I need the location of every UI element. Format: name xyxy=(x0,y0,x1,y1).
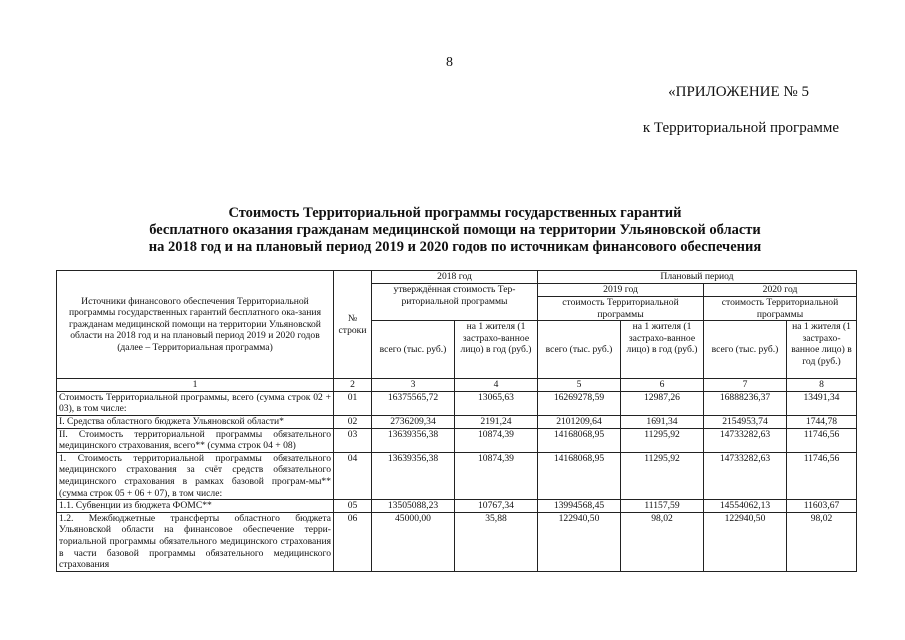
row-number: 03 xyxy=(334,428,372,452)
column-number: 6 xyxy=(621,379,704,392)
value-total: 16888236,37 xyxy=(704,391,787,415)
value-per-capita: 11603,67 xyxy=(787,500,857,513)
document-title xyxy=(110,205,800,256)
column-number: 7 xyxy=(704,379,787,392)
value-per-capita: 98,02 xyxy=(621,512,704,571)
value-total: 13505088,23 xyxy=(372,500,455,513)
header-per-capita-2018: на 1 жителя (1 застрахо-ванное лицо) в год (руб.) xyxy=(455,321,538,379)
header-per-capita-2020: на 1 жителя (1 застрахо-ванное лицо) в год (руб.) xyxy=(787,321,857,379)
column-number: 8 xyxy=(787,379,857,392)
value-total: 14168068,95 xyxy=(538,452,621,499)
row-number: 06 xyxy=(334,512,372,571)
value-per-capita: 1744,78 xyxy=(787,415,857,428)
value-total: 14733282,63 xyxy=(704,428,787,452)
header-year-2018: 2018 год xyxy=(372,271,538,284)
table-row xyxy=(57,415,857,428)
value-total: 14733282,63 xyxy=(704,452,787,499)
value-total: 13639356,38 xyxy=(372,428,455,452)
row-source-name: 1. Стоимость территориальной программы обязательного медицинского страхования за счёт средств обязательного медицинского страхования в рамках базовой програм-мы** (сумма строк 05 + 06 + 07), в том числе: xyxy=(57,452,334,499)
table-row xyxy=(57,452,857,499)
header-total-2019: всего (тыс. руб.) xyxy=(538,321,621,379)
column-number: 2 xyxy=(334,379,372,392)
header-year-2020: 2020 год xyxy=(704,284,857,297)
column-number: 4 xyxy=(455,379,538,392)
appendix-heading: «ПРИЛОЖЕНИЕ № 5 xyxy=(668,84,809,100)
appendix-subheading: к Территориальной программе xyxy=(642,120,839,136)
value-per-capita: 98,02 xyxy=(787,512,857,571)
value-per-capita: 10874,39 xyxy=(455,428,538,452)
value-total: 122940,50 xyxy=(538,512,621,571)
value-total: 13994568,45 xyxy=(538,500,621,513)
row-number: 04 xyxy=(334,452,372,499)
value-per-capita: 35,88 xyxy=(455,512,538,571)
value-per-capita: 13491,34 xyxy=(787,391,857,415)
table-body xyxy=(57,391,857,571)
title-line: Стоимость Территориальной программы государственных гарантий xyxy=(228,205,682,221)
row-number: 02 xyxy=(334,415,372,428)
value-per-capita: 11746,56 xyxy=(787,452,857,499)
value-total: 14168068,95 xyxy=(538,428,621,452)
value-total: 122940,50 xyxy=(704,512,787,571)
header-per-capita-2019: на 1 жителя (1 застрахо-ванное лицо) в год (руб.) xyxy=(621,321,704,379)
row-source-name: 1.1. Субвенции из бюджета ФОМС** xyxy=(57,500,334,513)
value-per-capita: 1691,34 xyxy=(621,415,704,428)
value-total: 2736209,34 xyxy=(372,415,455,428)
page-number: 8 xyxy=(446,55,453,70)
row-number: 05 xyxy=(334,500,372,513)
row-number: 01 xyxy=(334,391,372,415)
header-cost-2019: стоимость Территориальной программы xyxy=(538,297,704,321)
row-source-name: 1.2. Межбюджетные трансферты областного бюджета Ульяновской области на финансовое обеспечение терри-ториальной программы обязательного медицинского страхования в части базовой программы обязательного медицинского страхования xyxy=(57,512,334,571)
header-cost-2020: стоимость Территориальной программы xyxy=(704,297,857,321)
column-number: 3 xyxy=(372,379,455,392)
title-line: бесплатного оказания гражданам медицинской помощи на территории Ульяновской области xyxy=(149,222,761,238)
table-row xyxy=(57,512,857,571)
header-total-2020: всего (тыс. руб.) xyxy=(704,321,787,379)
header-approved-cost: утверждённая стоимость Тер-риториальной программы xyxy=(372,284,538,321)
table-row xyxy=(57,391,857,415)
table-row xyxy=(57,428,857,452)
value-per-capita: 10874,39 xyxy=(455,452,538,499)
row-source-name: Стоимость Территориальной программы, всего (сумма строк 02 + 03), в том числе: xyxy=(57,391,334,415)
value-total: 45000,00 xyxy=(372,512,455,571)
value-per-capita: 11746,56 xyxy=(787,428,857,452)
row-source-name: II. Стоимость территориальной программы обязательного медицинского страхования, всего** (сумма строк 04 + 08) xyxy=(57,428,334,452)
value-total: 16269278,59 xyxy=(538,391,621,415)
value-per-capita: 2191,24 xyxy=(455,415,538,428)
header-total-2018: всего (тыс. руб.) xyxy=(372,321,455,379)
finance-table xyxy=(56,270,857,572)
value-total: 14554062,13 xyxy=(704,500,787,513)
value-per-capita: 11295,92 xyxy=(621,428,704,452)
value-per-capita: 10767,34 xyxy=(455,500,538,513)
value-total: 16375565,72 xyxy=(372,391,455,415)
value-total: 13639356,38 xyxy=(372,452,455,499)
table-row xyxy=(57,500,857,513)
row-source-name: I. Средства областного бюджета Ульяновской области* xyxy=(57,415,334,428)
title-line: на 2018 год и на плановый период 2019 и 2020 годов по источникам финансового обеспечения xyxy=(148,239,762,255)
header-planned-period: Плановый период xyxy=(538,271,857,284)
value-total: 2101209,64 xyxy=(538,415,621,428)
value-per-capita: 12987,26 xyxy=(621,391,704,415)
header-year-2019: 2019 год xyxy=(538,284,704,297)
value-per-capita: 11157,59 xyxy=(621,500,704,513)
column-number: 5 xyxy=(538,379,621,392)
value-per-capita: 11295,92 xyxy=(621,452,704,499)
header-source: Источники финансового обеспечения Территориальной программы государственных гарантий бесплатного ока-зания гражданам медицинской помощи на территории Ульяновской области на 2018 год и на плановый период 2019 и 2020 годов (далее – Территориальная программа) xyxy=(57,271,334,379)
value-total: 2154953,74 xyxy=(704,415,787,428)
column-number: 1 xyxy=(57,379,334,392)
header-row-number: № строки xyxy=(334,271,372,379)
value-per-capita: 13065,63 xyxy=(455,391,538,415)
